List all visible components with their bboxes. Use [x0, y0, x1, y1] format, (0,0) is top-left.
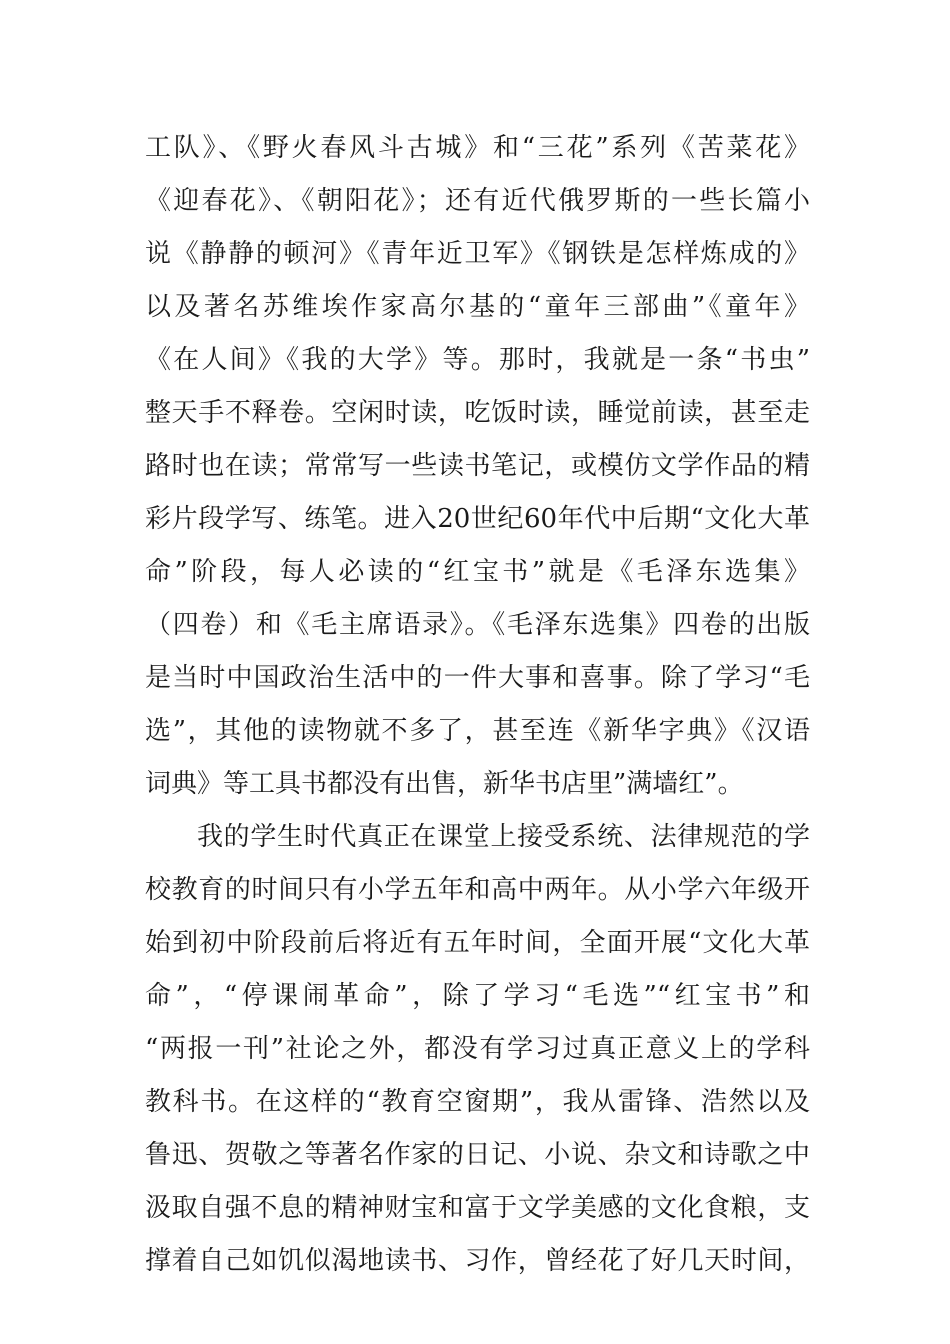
text-line: 说《静静的顿河》《青年近卫军》《钢铁是怎样炼成的》 [145, 239, 810, 269]
text-line: 鲁迅、贺敬之等著名作家的日记、小说、杂文和诗歌之中 [145, 1140, 810, 1170]
text-line: 彩片段学写、练笔。进入20世纪60年代中后期“文化大革 [145, 504, 810, 534]
text-line: 整天手不释卷。空闲时读，吃饭时读，睡觉前读，甚至走 [145, 398, 810, 428]
paragraph-end-line: 词典》等工具书都没有出售，新华书店里”满墙红”。 [145, 769, 744, 799]
text-line: 撑着自己如饥似渴地读书、习作，曾经花了好几天时间， [145, 1246, 810, 1276]
text-line: “两报一刊”社论之外，都没有学习过真正意义上的学科 [145, 1034, 810, 1064]
text-line: 校教育的时间只有小学五年和高中两年。从小学六年级开 [145, 875, 810, 905]
text-line: 工队》、《野火春风斗古城》和“三花”系列《苦菜花》 [145, 133, 810, 163]
text-line: 汲取自强不息的精神财宝和富于文学美感的文化食粮，支 [145, 1193, 810, 1223]
text-line: 始到初中阶段前后将近有五年时间，全面开展“文化大革 [145, 928, 810, 958]
text-line: 《迎春花》、《朝阳花》；还有近代俄罗斯的一些长篇小 [145, 186, 810, 216]
text-line: 《在人间》《我的大学》等。那时，我就是一条“书虫” [145, 345, 810, 375]
paragraph-start-line: 我的学生时代真正在课堂上接受系统、法律规范的学 [197, 822, 810, 852]
text-line: （四卷）和《毛主席语录》。《毛泽东选集》四卷的出版 [145, 610, 810, 640]
text-line: 教科书。在这样的“教育空窗期”，我从雷锋、浩然以及 [145, 1087, 810, 1117]
text-line: 路时也在读；常常写一些读书笔记，或模仿文学作品的精 [145, 451, 810, 481]
text-line: 以及著名苏维埃作家高尔基的“童年三部曲”《童年》 [145, 292, 810, 322]
text-line: 命”，“停课闹革命”，除了学习“毛选”“红宝书”和 [145, 981, 810, 1011]
body-text [145, 122, 810, 1288]
text-line: 选”，其他的读物就不多了，甚至连《新华字典》《汉语 [145, 716, 810, 746]
text-line: 是当时中国政治生活中的一件大事和喜事。除了学习“毛 [145, 663, 810, 693]
text-line: 命”阶段，每人必读的“红宝书”就是《毛泽东选集》 [145, 557, 810, 587]
